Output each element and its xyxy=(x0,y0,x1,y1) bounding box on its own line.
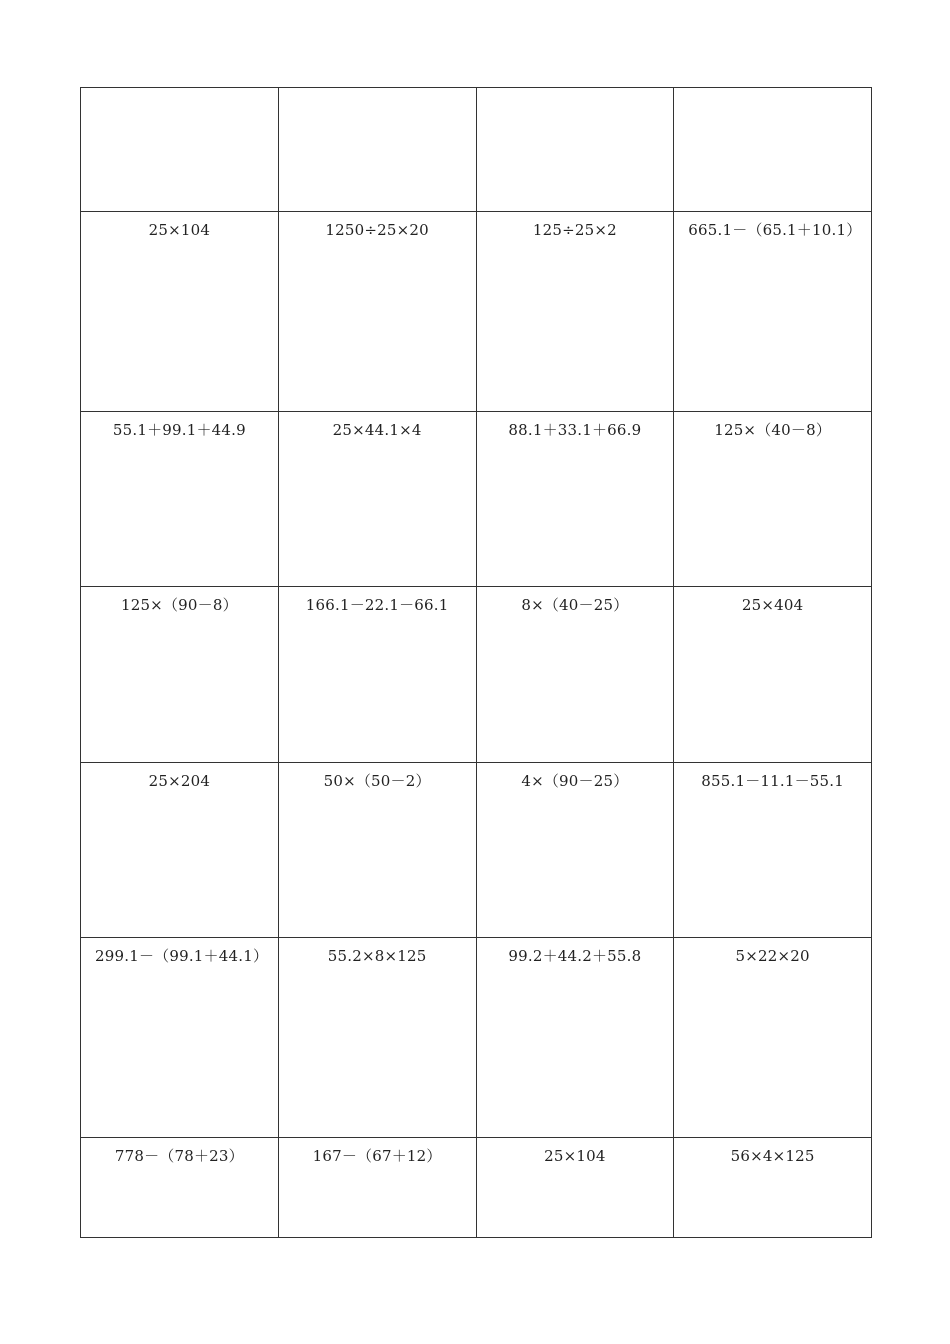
problem-cell: 8×（40－25） xyxy=(476,587,674,762)
problem-cell: 88.1＋33.1＋66.9 xyxy=(476,412,674,587)
problem-cell xyxy=(278,88,476,212)
problem-cell: 25×404 xyxy=(674,587,872,762)
problem-cell: 25×204 xyxy=(81,762,279,937)
problem-cell: 125÷25×2 xyxy=(476,212,674,412)
problem-cell: 25×44.1×4 xyxy=(278,412,476,587)
grid-row xyxy=(81,937,872,1137)
problem-cell: 25×104 xyxy=(476,1137,674,1237)
problem-cell: 25×104 xyxy=(81,212,279,412)
problem-cell xyxy=(81,88,279,212)
problem-cell: 5×22×20 xyxy=(674,937,872,1137)
problem-cell: 4×（90－25） xyxy=(476,762,674,937)
problem-cell: 55.1＋99.1＋44.9 xyxy=(81,412,279,587)
exercise-grid xyxy=(80,87,872,1238)
problem-cell: 1250÷25×20 xyxy=(278,212,476,412)
problem-cell: 665.1－（65.1＋10.1） xyxy=(674,212,872,412)
grid-row xyxy=(81,88,872,212)
problem-cell xyxy=(476,88,674,212)
problem-cell xyxy=(674,88,872,212)
problem-cell: 55.2×8×125 xyxy=(278,937,476,1137)
grid-row xyxy=(81,587,872,762)
problem-cell: 125×（90－8） xyxy=(81,587,279,762)
problem-cell: 56×4×125 xyxy=(674,1137,872,1237)
problem-cell: 99.2＋44.2＋55.8 xyxy=(476,937,674,1137)
problem-cell: 299.1－（99.1＋44.1） xyxy=(81,937,279,1137)
problem-cell: 167－（67＋12） xyxy=(278,1137,476,1237)
grid-row xyxy=(81,412,872,587)
problem-cell: 778－（78＋23） xyxy=(81,1137,279,1237)
grid-row xyxy=(81,1137,872,1237)
grid-row xyxy=(81,212,872,412)
grid-row xyxy=(81,762,872,937)
problem-cell: 855.1－11.1－55.1 xyxy=(674,762,872,937)
problem-cell: 166.1－22.1－66.1 xyxy=(278,587,476,762)
problem-cell: 125×（40－8） xyxy=(674,412,872,587)
problem-cell: 50×（50－2） xyxy=(278,762,476,937)
